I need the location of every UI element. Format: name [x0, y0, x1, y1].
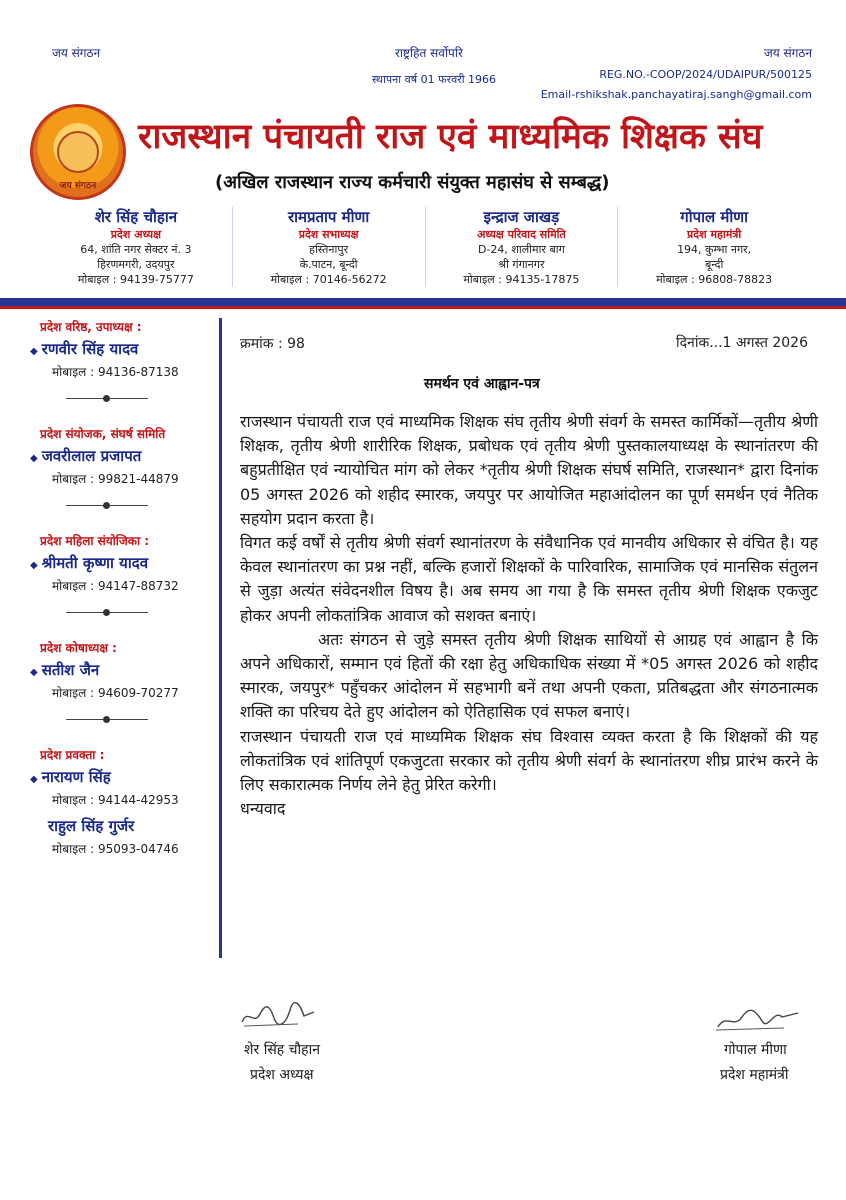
officer-name: शेर सिंह चौहान: [94, 208, 178, 226]
sidebar-divider: [66, 719, 148, 720]
officer-name: रामप्रताप मीणा: [287, 208, 370, 226]
email-address: Email-rshikshak.panchayatiraj.sangh@gmail.com: [540, 88, 812, 101]
officer-address-line: 194, कुम्भा नगर,: [677, 243, 752, 256]
sidebar-member: [26, 639, 219, 701]
slogan-left: जय संगठन: [52, 46, 101, 60]
signatory-name: गोपाल मीणा: [724, 1042, 787, 1058]
bullet-icon: ◆: [30, 774, 38, 785]
member-name: [30, 339, 219, 359]
officer-address-line: श्री गंगानगर: [498, 258, 545, 271]
slogan-right: जय संगठन: [763, 46, 812, 60]
sidebar-member: [26, 532, 219, 594]
officer-address-line: D-24, शालीमार बाग: [477, 243, 565, 256]
member-mobile: मोबाइल : 95093-04746: [52, 842, 179, 856]
officer-address-line: के.पाटन, बून्दी: [299, 258, 358, 271]
header-divider: [0, 298, 846, 306]
letter-paragraph: अतः संगठन से जुड़े समस्त तृतीय श्रेणी शिक्षक साथियों से आग्रह एवं आह्वान है कि अपने अधिकारों, सम्मान एवं हितों की रक्षा हेतु अधिकाधिक संख्या में *05 अगस्त 2026 को शहीद स्मारक, जयपुर* पहुँचकर आंदोलन में सहभागी बनें तथा अपनी एकता, प्रतिबद्धता और संगठनात्मक शक्ति का परिचय देते हुए आंदोलन को ऐतिहासिक एवं सफल बनाएं।: [240, 629, 818, 722]
bullet-icon: ◆: [30, 453, 38, 464]
bullet-icon: ◆: [30, 667, 38, 678]
sidebar-member: [26, 318, 219, 380]
signature-mark: [712, 1003, 802, 1033]
member-name: [30, 446, 219, 466]
officer-mobile: मोबाइल : 96808-78823: [656, 273, 773, 286]
sidebar-member: [26, 425, 219, 487]
officer-name: गोपाल मीणा: [680, 208, 748, 226]
officer-mobile: मोबाइल : 70146-56272: [270, 273, 387, 286]
reference-number: क्रमांक : 98: [240, 336, 305, 352]
member-mobile: मोबाइल : 94609-70277: [52, 686, 179, 700]
signature-mark: [238, 1000, 318, 1030]
letter-date: दिनांक...1 अगस्त 2026: [676, 335, 808, 351]
signatory-role: प्रदेश महामंत्री: [720, 1067, 789, 1083]
signatory-name: शेर सिंह चौहान: [244, 1042, 321, 1058]
member-title: प्रदेश वरिष्ठ, उपाध्यक्ष :: [40, 320, 142, 334]
member-name-text: सतीश जैन: [41, 661, 100, 679]
member-mobile: मोबाइल : 94147-88732: [52, 579, 179, 593]
officer-name: इन्द्राज जाखड़: [483, 208, 560, 226]
letter-closing: धन्यवाद: [240, 799, 286, 819]
officer-address-line: हस्तिनापुर: [309, 243, 349, 256]
letter-paragraph: राजस्थान पंचायती राज एवं माध्यमिक शिक्षक संघ विश्वास व्यक्त करता है कि शिक्षकों की यह लोकतांत्रिक एवं शांतिपूर्ण एकजुटता सरकार को तृतीय श्रेणी संवर्ग के स्थानांतरण शीघ्र प्रारंभ करने के लिए सकारात्मक निर्णय लेने हेतु प्रेरित करेगी।: [240, 726, 818, 795]
officer-mobile: मोबाइल : 94135-17875: [463, 273, 580, 286]
header-divider-accent: [0, 306, 846, 309]
sidebar-member: [26, 746, 219, 857]
officer-address-line: बून्दी: [704, 258, 724, 271]
member-name: राहुल सिंह गुर्जर: [48, 817, 135, 835]
officer-card: [618, 207, 810, 287]
officer-role: प्रदेश अध्यक्ष: [110, 228, 161, 241]
member-name-text: जवरीलाल प्रजापत: [41, 447, 142, 465]
organization-logo: [30, 104, 126, 200]
letter-subject: समर्थन एवं आह्वान-पत्र: [424, 376, 540, 392]
logo-emblem-icon: [57, 131, 99, 173]
letter-body: [240, 410, 818, 821]
sidebar-office-bearers: [26, 318, 222, 958]
member-title: प्रदेश कोषाध्यक्ष :: [40, 641, 117, 655]
officer-mobile: मोबाइल : 94139-75777: [77, 273, 194, 286]
officer-address-line: हिरणमगरी, उदयपुर: [97, 258, 175, 271]
member-title: प्रदेश प्रवक्ता :: [40, 748, 105, 762]
slogan-center: राष्ट्रहित सर्वोपरि: [395, 46, 463, 60]
member-name: [30, 553, 219, 573]
bullet-icon: ◆: [30, 560, 38, 571]
officer-address-line: 64, शांति नगर सेक्टर नं. 3: [80, 243, 192, 256]
organization-title: राजस्थान पंचायती राज एवं माध्यमिक शिक्षक संघ: [138, 117, 763, 157]
officer-card: [233, 207, 426, 287]
registration-number: REG.NO.-COOP/2024/UDAIPUR/500125: [599, 68, 812, 81]
letter-paragraph: विगत कई वर्षों से तृतीय श्रेणी संवर्ग स्थानांतरण के संवैधानिक एवं मानवीय अधिकार से वंचित है। यह केवल स्थानांतरण का प्रश्न नहीं, बल्कि हजारों शिक्षकों के पारिवारिक, सामाजिक एवं मानसिक संतुलन से जुड़ा अत्यंत संवेदनशील विषय है। अब समय आ गया है कि समस्त तृतीय श्रेणी शिक्षक एकजुट होकर अपनी लोकतांत्रिक आवाज को सशक्त बनाएं।: [240, 533, 818, 625]
officer-card: [426, 207, 619, 287]
member-title: प्रदेश महिला संयोजिका :: [40, 534, 150, 548]
member-name-text: श्रीमती कृष्णा यादव: [41, 554, 149, 572]
sidebar-divider: [66, 505, 148, 506]
officer-role: प्रदेश सभाध्यक्ष: [298, 228, 359, 241]
signatory-role: प्रदेश अध्यक्ष: [250, 1067, 314, 1083]
logo-text: जय संगठन: [59, 181, 97, 191]
member-mobile: मोबाइल : 94136-87138: [52, 365, 179, 379]
member-name-text: नारायण सिंह: [41, 768, 111, 786]
founding-year: स्थापना वर्ष 01 फरवरी 1966: [372, 73, 497, 86]
member-name: [30, 660, 219, 680]
affiliation-line: (अखिल राजस्थान राज्य कर्मचारी संयुक्त महासंघ से सम्बद्ध): [215, 172, 610, 193]
member-title: प्रदेश संयोजक, संघर्ष समिति: [40, 427, 166, 441]
sidebar-divider: [66, 612, 148, 613]
sidebar-divider: [66, 398, 148, 399]
member-mobile: मोबाइल : 94144-42953: [52, 793, 179, 807]
officer-card: [40, 207, 233, 287]
officers-row: [40, 207, 810, 287]
member-name-text: रणवीर सिंह यादव: [41, 340, 139, 358]
member-mobile: मोबाइल : 99821-44879: [52, 472, 179, 486]
member-name: [30, 767, 219, 787]
letter-paragraph: राजस्थान पंचायती राज एवं माध्यमिक शिक्षक संघ तृतीय श्रेणी संवर्ग के समस्त कार्मिकों—तृतीय श्रेणी शिक्षक, तृतीय श्रेणी शारीरिक शिक्षक, प्रबोधक एवं तृतीय श्रेणी पुस्तकालयाध्यक्ष के स्थानांतरण की बहुप्रतीक्षित एवं न्यायोचित मांग को लेकर *तृतीय श्रेणी शिक्षक संघर्ष समिति, राजस्थान* द्वारा दिनांक 05 अगस्त 2026 को शहीद स्मारक, जयपुर पर आयोजित महाआंदोलन का पूर्ण समर्थन एवं नैतिक सहयोग प्रदान करता है।: [240, 412, 818, 528]
bullet-icon: ◆: [30, 346, 38, 357]
officer-role: अध्यक्ष परिवाद समिति: [476, 228, 566, 241]
officer-role: प्रदेश महामंत्री: [687, 228, 742, 241]
